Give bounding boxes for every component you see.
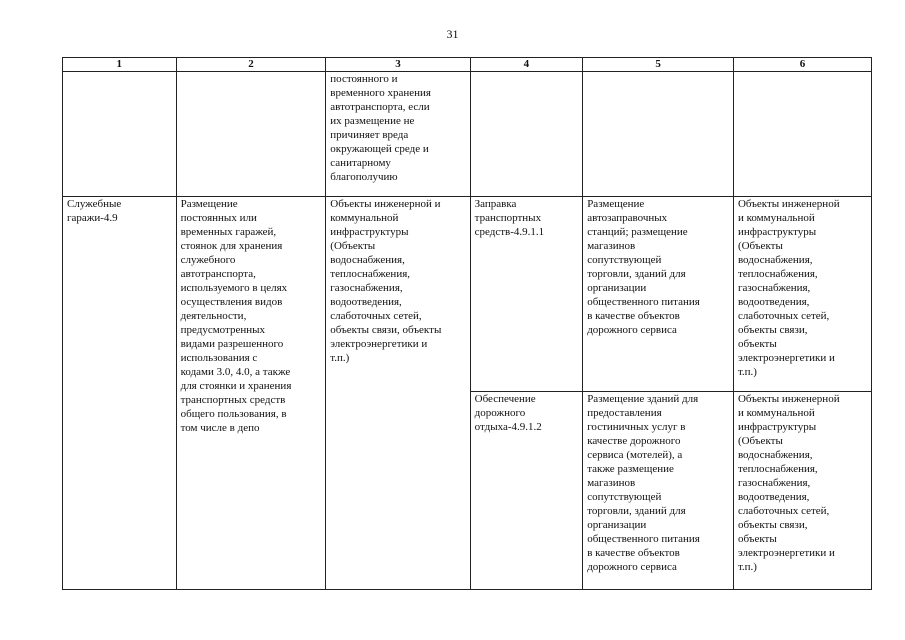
sub1-infrastructure-cell [733,197,871,392]
sub2-name-cell [470,392,583,590]
cont-cell-3-text: постоянного и временного хранения автотранспорта, если их размещение не причиняет вреда окружающей среде и санитарному благополучию [330,73,431,183]
header-col-4: 4 [470,58,583,72]
header-row [63,58,872,72]
header-col-5: 5 [583,58,734,72]
cont-cell-2 [176,72,326,197]
row-infrastructure-text: Объекты инженерной и коммунальной инфраструктуры (Объекты водоснабжения, теплоснабжения, газоснабжения, водоотведения, слаботочных сетей, объекты связи, объекты электроэнергетики и т.п.) [330,198,442,364]
sub2-description-text: Размещение зданий для предоставления гостиничных услуг в качестве дорожного сервиса (мотелей), а также размещение магазинов сопутствующей торговли, зданий для организации общественного питания в качестве объектов дорожного сервиса [587,393,700,573]
sub1-infrastructure-text: Объекты инженерной и коммунальной инфраструктуры (Объекты водоснабжения, теплоснабжения, газоснабжения, водоотведения, слаботочных сетей, объекты связи, объекты электроэнергетики и т.п.) [737,198,840,378]
row-description-text: Размещение постоянных или временных гаражей, стоянок для хранения служебного автотранспорта, используемого в целях осуществления видов деятельности, предусмотренных видами разрешенного использования с кодами 3.0, 4.0, а также для стоянки и хранения транспортных средств общего пользования, в том числе в депо [180,198,292,434]
header-col-6: 6 [733,58,871,72]
sub1-description-cell [583,197,734,392]
sub2-infrastructure-cell [733,392,871,590]
header-col-2: 2 [176,58,326,72]
continuation-row [63,72,872,197]
sub1-name-text: Заправка транспортных средств-4.9.1.1 [474,198,545,238]
land-use-table [62,57,872,590]
cont-cell-1 [63,72,177,197]
header-col-1: 1 [63,58,177,72]
sub2-infrastructure-text: Объекты инженерной и коммунальной инфраструктуры (Объекты водоснабжения, теплоснабжения, газоснабжения, водоотведения, слаботочных сетей, объекты связи, объекты электроэнергетики и т.п.) [737,393,840,573]
sub1-name-cell [470,197,583,392]
row-name-text: Служебные гаражи-4.9 [67,198,122,224]
table-row [63,197,872,392]
sub2-name-text: Обеспечение дорожного отдыха-4.9.1.2 [474,393,542,433]
row-description-cell [176,197,326,590]
page-number: 31 [446,27,459,41]
cont-cell-4 [470,72,583,197]
cont-cell-5 [583,72,734,197]
cont-cell-3 [326,72,470,197]
row-infrastructure-cell [326,197,470,590]
sub1-description-text: Размещение автозаправочных станций; размещение магазинов сопутствующей торговли, зданий для организации общественного питания в качестве объектов дорожного сервиса [587,198,700,336]
header-col-3: 3 [326,58,470,72]
cont-cell-6 [733,72,871,197]
row-name-cell [63,197,177,590]
sub2-description-cell [583,392,734,590]
